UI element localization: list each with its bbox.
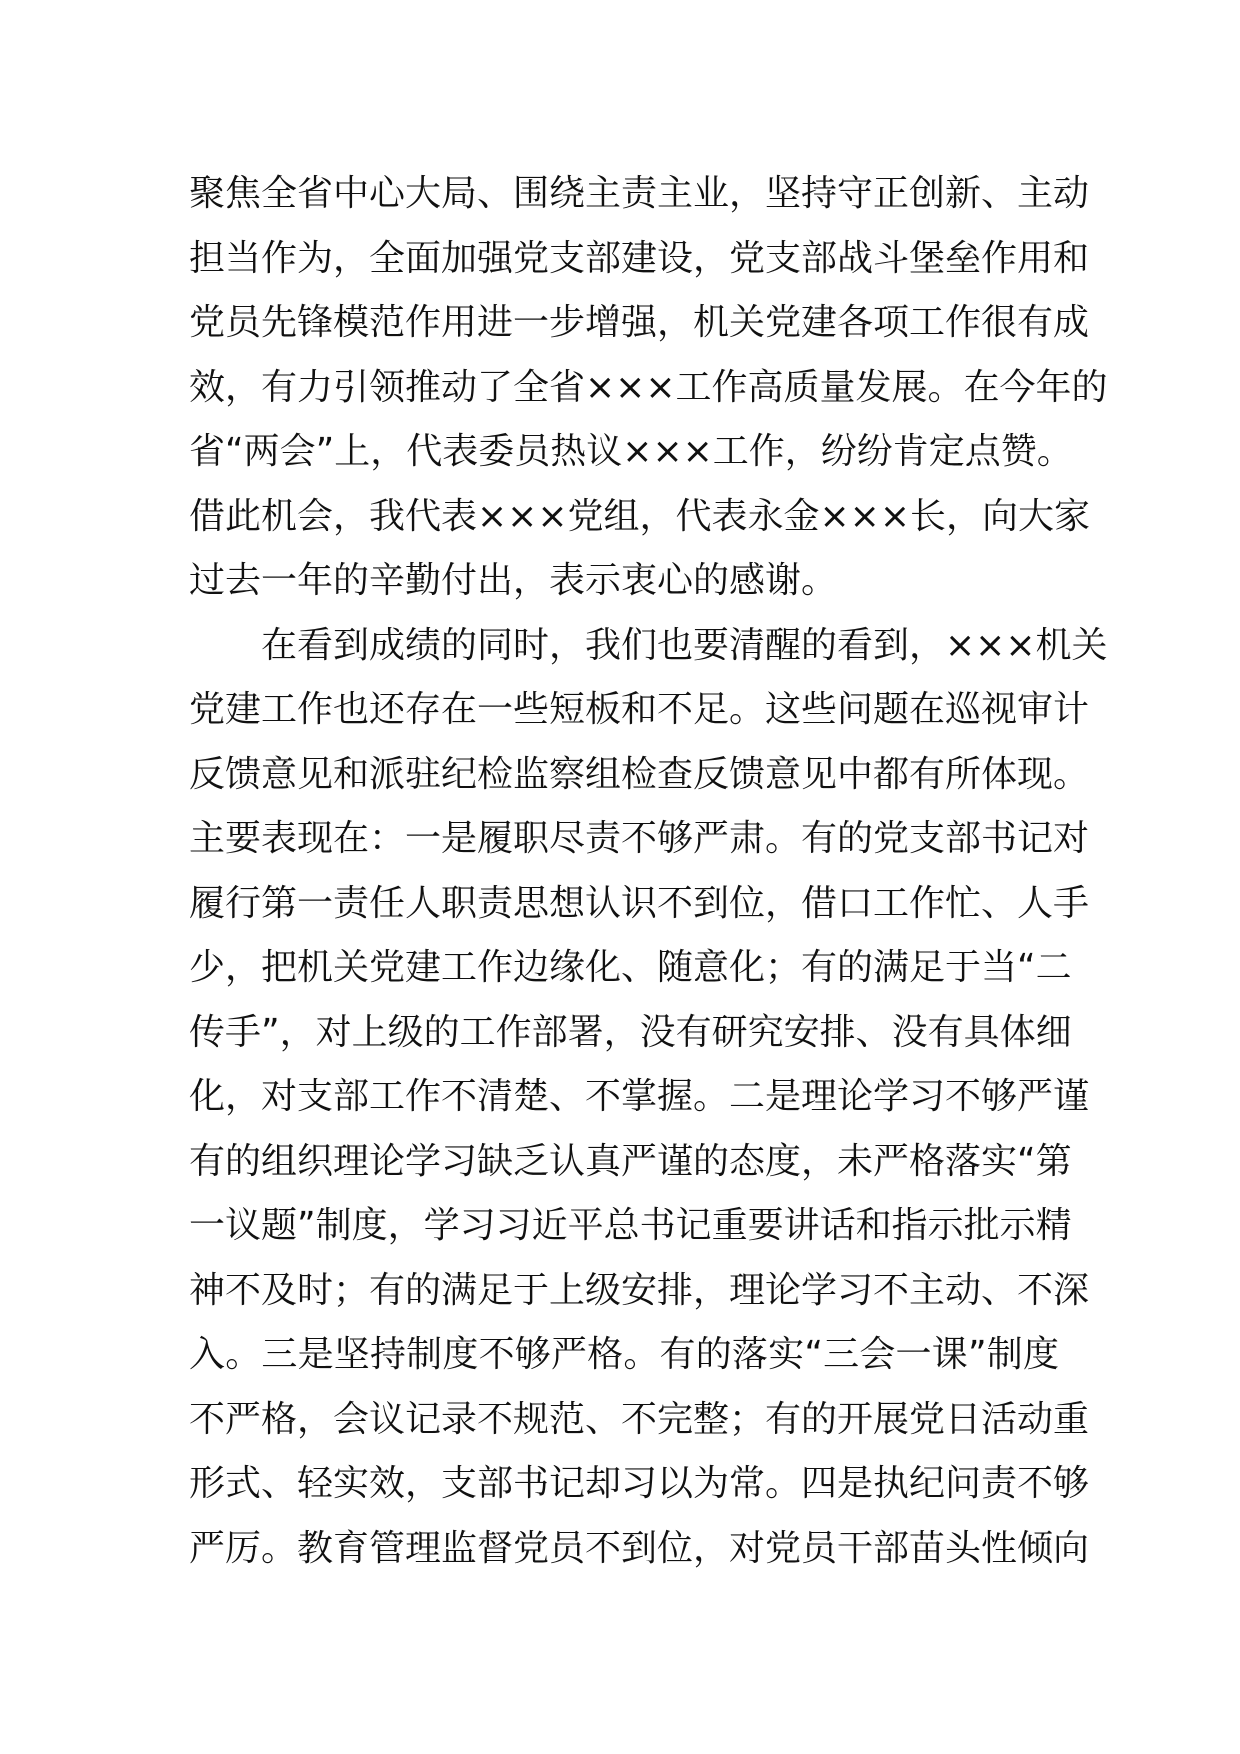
text-line-16: 有的组织理论学习缺乏认真严谨的态度，未严格落实“第 [189, 1140, 1072, 1182]
text-line-12: 履行第一责任人职责思想认识不到位，借口工作忙、人手 [189, 882, 1090, 924]
text-line-22: 严厉。教育管理监督党员不到位，对党员干部苗头性倾向 [189, 1527, 1090, 1569]
text-line-1: 聚焦全省中心大局、围绕主责主业，坚持守正创新、主动 [189, 173, 1090, 214]
text-line-11: 主要表现在：一是履职尽责不够严肃。有的党支部书记对 [189, 818, 1090, 859]
text-line-5: 省“两会”上，代表委员热议×××工作，纷纷肯定点赞。 [189, 431, 1073, 472]
text-line-4: 效，有力引领推动了全省×××工作高质量发展。在今年的 [189, 366, 1108, 408]
text-line-19: 入。三是坚持制度不够严格。有的落实“三会一课”制度 [189, 1334, 1059, 1375]
text-line-15: 化，对支部工作不清楚、不掌握。二是理论学习不够严谨 [189, 1076, 1090, 1117]
text-line-18: 神不及时；有的满足于上级安排，理论学习不主动、不深 [189, 1269, 1090, 1311]
text-line-2: 担当作为，全面加强党支部建设，党支部战斗堡垒作用和 [189, 237, 1090, 279]
text-line-3: 党员先锋模范作用进一步增强，机关党建各项工作很有成 [189, 302, 1090, 343]
body-text [189, 162, 1108, 1581]
text-line-10: 反馈意见和派驻纪检监察组检查反馈意见中都有所体现。 [189, 753, 1090, 795]
text-line-9: 党建工作也还存在一些短板和不足。这些问题在巡视审计 [189, 689, 1090, 730]
text-line-21: 形式、轻实效，支部书记却习以为常。四是执纪问责不够 [189, 1463, 1090, 1504]
text-line-20: 不严格，会议记录不规范、不完整；有的开展党日活动重 [189, 1398, 1090, 1440]
text-line-7: 过去一年的辛勤付出，表示衷心的感谢。 [189, 560, 838, 601]
text-line-17: 一议题”制度，学习习近平总书记重要讲话和指示批示精 [189, 1205, 1072, 1246]
text-line-6: 借此机会，我代表×××党组，代表永金×××长，向大家 [189, 495, 1090, 537]
text-line-14: 传手”，对上级的工作部署，没有研究安排、没有具体细 [189, 1011, 1072, 1053]
text-line-13: 少，把机关党建工作边缘化、随意化；有的满足于当“二 [189, 947, 1072, 988]
text-line-8: 在看到成绩的同时，我们也要清醒的看到，×××机关 [261, 624, 1108, 666]
